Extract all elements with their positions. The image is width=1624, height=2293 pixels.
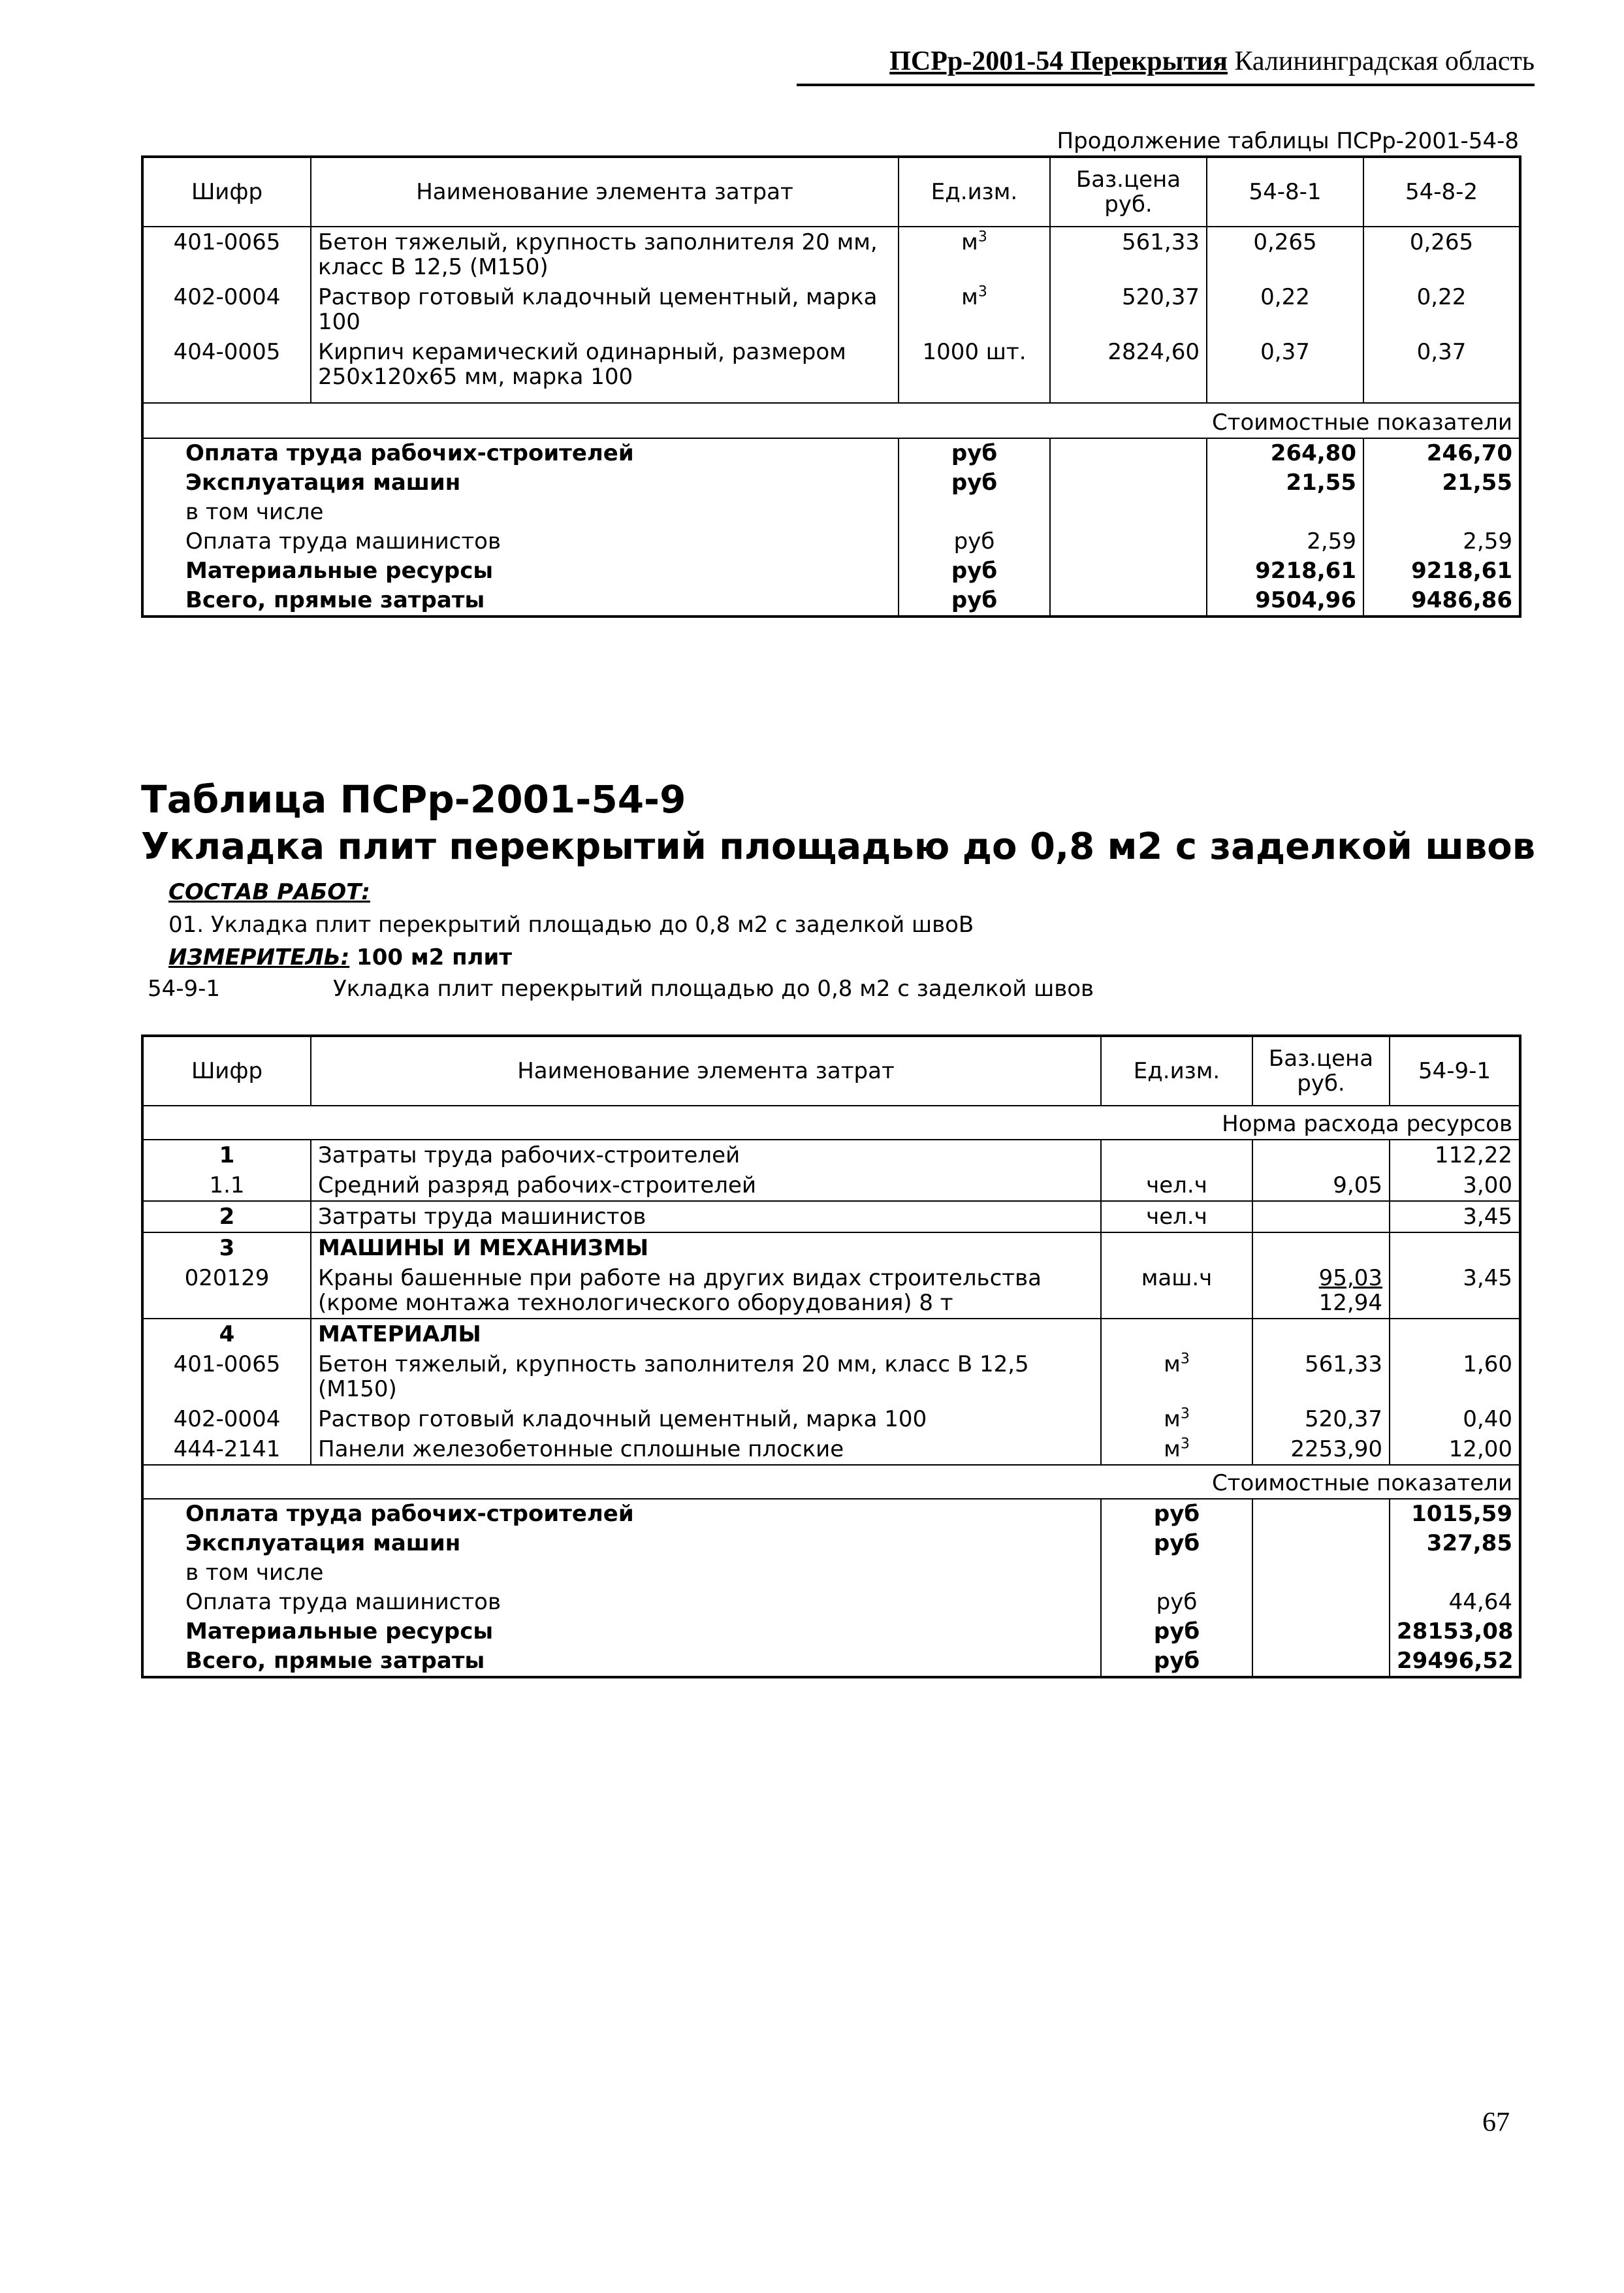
table1-header-price: Баз.цена руб. [1050, 157, 1207, 227]
composition-label: СОСТАВ РАБОТ: [168, 879, 370, 905]
measure-line [168, 944, 512, 970]
header-region: Калининградская область [1234, 46, 1535, 76]
row-value-1: 0,37 [1207, 337, 1363, 403]
row-unit [1101, 1319, 1252, 1349]
row-unit [899, 282, 1050, 337]
row-name: МАТЕРИАЛЫ [311, 1319, 1101, 1349]
cost-price [1252, 1617, 1390, 1646]
cost-price [1252, 1529, 1390, 1558]
cost-name: Эксплуатация машин [185, 470, 461, 496]
row-code: 1.1 [142, 1170, 311, 1201]
cost-price [1252, 1646, 1390, 1677]
row-value-2: 0,22 [1363, 282, 1520, 337]
table2-row [142, 1434, 1520, 1465]
code-line-code: 54-9-1 [148, 976, 221, 1002]
row-name: Бетон тяжелый, крупность заполнителя 20 мм, класс В 12,5 (М150) [311, 1349, 1101, 1404]
row-unit-text: м [961, 229, 978, 255]
row-price: 561,33 [1050, 227, 1207, 282]
row-name: Бетон тяжелый, крупность заполнителя 20 мм, класс В 12,5 (М150) [311, 227, 899, 282]
cost-price [1252, 1588, 1390, 1617]
table1-cost-row [142, 438, 1520, 468]
row-unit [1101, 1434, 1252, 1465]
cost-unit: руб [899, 468, 1050, 498]
cost-name: Материальные ресурсы [185, 558, 494, 584]
cost-price [1252, 1499, 1390, 1529]
row-price: 561,33 [1252, 1349, 1390, 1404]
row-name: Краны башенные при работе на других видах строительства (кроме монтажа технологического оборудования) 8 т [311, 1263, 1101, 1319]
row-code: 3 [142, 1232, 311, 1263]
cost-name: Эксплуатация машин [185, 1530, 461, 1556]
cost-price [1050, 527, 1207, 556]
row-name: Затраты труда рабочих-строителей [311, 1140, 1101, 1170]
cost-name: Всего, прямые затраты [185, 587, 485, 613]
cost-unit: руб [1101, 1617, 1252, 1646]
cost-unit: руб [899, 556, 1050, 586]
table1-cost-row [142, 556, 1520, 586]
cost-name-cell [142, 498, 899, 527]
cost-unit [899, 498, 1050, 527]
cost-name: Оплата труда рабочих-строителей [185, 440, 634, 466]
table2-cost-row [142, 1499, 1520, 1529]
cost-value-1: 264,80 [1207, 438, 1363, 468]
row-name: Панели железобетонные сплошные плоские [311, 1434, 1101, 1465]
table1-header-name: Наименование элемента затрат [311, 157, 899, 227]
row-code: 404-0005 [142, 337, 311, 403]
cost-value-2: 21,55 [1363, 468, 1520, 498]
table2-cost-row [142, 1529, 1520, 1558]
cost-value-2: 2,59 [1363, 527, 1520, 556]
row-value: 3,45 [1390, 1201, 1520, 1232]
table1-cost-row [142, 527, 1520, 556]
table1-cost-row [142, 498, 1520, 527]
cost-name-cell [142, 1588, 1101, 1617]
cost-unit: руб [1101, 1529, 1252, 1558]
cost-name: Оплата труда рабочих-строителей [185, 1501, 634, 1527]
running-header [797, 46, 1535, 77]
header-doc-title: ПСРр-2001-54 Перекрытия [889, 46, 1228, 76]
row-code: 401-0065 [142, 227, 311, 282]
row-value: 12,00 [1390, 1434, 1520, 1465]
row-name: МАШИНЫ И МЕХАНИЗМЫ [311, 1232, 1101, 1263]
cost-name-cell [142, 1558, 1101, 1588]
table2-cost-row [142, 1588, 1520, 1617]
cost-name-cell [142, 438, 899, 468]
table2-row [142, 1263, 1520, 1319]
cost-value [1390, 1558, 1520, 1588]
row-name: Раствор готовый кладочный цементный, марка 100 [311, 1404, 1101, 1434]
cost-value-1 [1207, 498, 1363, 527]
row-value-1: 0,265 [1207, 227, 1363, 282]
row-unit-text: чел.ч [1146, 1204, 1207, 1230]
table1-header-row [142, 157, 1520, 227]
table1-cost-row [142, 586, 1520, 617]
cost-price [1050, 586, 1207, 617]
table2-header-col1: 54-9-1 [1390, 1036, 1520, 1106]
cost-name: Материальные ресурсы [185, 1618, 494, 1644]
row-unit-sup: 3 [1180, 1351, 1190, 1368]
row-price [1252, 1140, 1390, 1170]
cost-value-1: 9504,96 [1207, 586, 1363, 617]
cost-value: 29496,52 [1390, 1646, 1520, 1677]
table1-section-label: Стоимостные показатели [142, 403, 1520, 438]
row-unit [1101, 1170, 1252, 1201]
cost-value-1: 9218,61 [1207, 556, 1363, 586]
row-price: 9,05 [1252, 1170, 1390, 1201]
row-unit-text: м [1164, 1436, 1181, 1462]
row-price: 2253,90 [1252, 1434, 1390, 1465]
row-price [1252, 1319, 1390, 1349]
row-value-2: 0,37 [1363, 337, 1520, 403]
page-number: 67 [1482, 2108, 1510, 2138]
row-unit-text: маш.ч [1141, 1265, 1213, 1291]
cost-name: в том числе [185, 499, 324, 525]
row-code: 444-2141 [142, 1434, 311, 1465]
table1-header-code: Шифр [142, 157, 311, 227]
cost-price [1050, 498, 1207, 527]
table2-row [142, 1404, 1520, 1434]
row-value: 112,22 [1390, 1140, 1520, 1170]
row-unit-text: 1000 шт. [922, 339, 1027, 365]
table1-row [142, 337, 1520, 403]
table2-norms-row [142, 1106, 1520, 1140]
cost-value-2 [1363, 498, 1520, 527]
cost-name: Всего, прямые затраты [185, 1648, 485, 1674]
cost-value-1: 21,55 [1207, 468, 1363, 498]
cost-name: Оплата труда машинистов [185, 1589, 502, 1615]
row-name: Кирпич керамический одинарный, размером 250x120x65 мм, марка 100 [311, 337, 899, 403]
cost-name-cell [142, 527, 899, 556]
cost-value-2: 9218,61 [1363, 556, 1520, 586]
row-code: 020129 [142, 1263, 311, 1319]
table2-row [142, 1170, 1520, 1201]
cost-unit: руб [899, 527, 1050, 556]
table1-header-col2: 54-8-2 [1363, 157, 1520, 227]
row-code: 2 [142, 1201, 311, 1232]
cost-unit: руб [1101, 1646, 1252, 1677]
header-rule [797, 84, 1535, 86]
table2-row [142, 1201, 1520, 1232]
row-value [1390, 1232, 1520, 1263]
row-code: 4 [142, 1319, 311, 1349]
cost-price [1050, 556, 1207, 586]
table2-row [142, 1319, 1520, 1349]
table1-cost-row [142, 468, 1520, 498]
row-unit-text: м [1164, 1351, 1181, 1377]
cost-value: 1015,59 [1390, 1499, 1520, 1529]
table2-subtitle: Укладка плит перекрытий площадью до 0,8 м2 с заделкой швов [141, 826, 1536, 868]
table2-costs-row [142, 1465, 1520, 1499]
table1-row [142, 227, 1520, 282]
row-unit [1101, 1404, 1252, 1434]
table1-section-row [142, 403, 1520, 438]
row-code: 401-0065 [142, 1349, 311, 1404]
table2-header-name: Наименование элемента затрат [311, 1036, 1101, 1106]
row-unit-sup: 3 [978, 229, 987, 246]
cost-name: Оплата труда машинистов [185, 528, 502, 554]
row-unit-text: м [1164, 1406, 1181, 1432]
row-unit [1101, 1201, 1252, 1232]
table2-header-row [142, 1036, 1520, 1106]
row-price-top: 95,03 [1318, 1265, 1382, 1291]
row-price [1252, 1263, 1390, 1319]
cost-name-cell [142, 1617, 1101, 1646]
cost-name-cell [142, 468, 899, 498]
row-value [1390, 1319, 1520, 1349]
row-price: 2824,60 [1050, 337, 1207, 403]
cost-price [1252, 1558, 1390, 1588]
cost-price [1050, 438, 1207, 468]
row-price [1252, 1201, 1390, 1232]
row-value-2: 0,265 [1363, 227, 1520, 282]
table1-row [142, 282, 1520, 337]
cost-value-2: 246,70 [1363, 438, 1520, 468]
measure-value: 100 м2 плит [357, 944, 513, 970]
row-value: 3,45 [1390, 1263, 1520, 1319]
row-value-1: 0,22 [1207, 282, 1363, 337]
row-price-bottom: 12,94 [1318, 1290, 1382, 1316]
table2 [141, 1034, 1521, 1678]
cost-name-cell [142, 1646, 1101, 1677]
row-price: 520,37 [1050, 282, 1207, 337]
cost-unit [1101, 1558, 1252, 1588]
cost-value: 327,85 [1390, 1529, 1520, 1558]
row-unit [1101, 1349, 1252, 1404]
table2-header-code: Шифр [142, 1036, 311, 1106]
row-price [1252, 1232, 1390, 1263]
row-code: 1 [142, 1140, 311, 1170]
cost-value: 44,64 [1390, 1588, 1520, 1617]
table1 [141, 155, 1521, 618]
table2-cost-row [142, 1617, 1520, 1646]
cost-price [1050, 468, 1207, 498]
table1-caption: Продолжение таблицы ПСРр-2001-54-8 [1057, 128, 1519, 154]
row-unit-text: чел.ч [1146, 1172, 1207, 1198]
row-unit [1101, 1263, 1252, 1319]
table2-cost-row [142, 1646, 1520, 1677]
cost-name-cell [142, 556, 899, 586]
cost-unit: руб [899, 438, 1050, 468]
cost-value-1: 2,59 [1207, 527, 1363, 556]
row-unit [899, 227, 1050, 282]
row-unit-text: м [961, 284, 978, 310]
work-item: 01. Укладка плит перекрытий площадью до 0,8 м2 с заделкой швоВ [168, 912, 974, 938]
cost-unit: руб [899, 586, 1050, 617]
row-unit [899, 337, 1050, 403]
cost-name-cell [142, 586, 899, 617]
row-value: 3,00 [1390, 1170, 1520, 1201]
row-value: 1,60 [1390, 1349, 1520, 1404]
table2-norms-label: Норма расхода ресурсов [142, 1106, 1520, 1140]
table2-header-price: Баз.цена руб. [1252, 1036, 1390, 1106]
row-unit-sup: 3 [978, 283, 987, 300]
row-code: 402-0004 [142, 282, 311, 337]
table2-header-unit: Ед.изм. [1101, 1036, 1252, 1106]
code-line-name: Укладка плит перекрытий площадью до 0,8 м2 с заделкой швов [333, 976, 1094, 1002]
cost-unit: руб [1101, 1588, 1252, 1617]
cost-value-2: 9486,86 [1363, 586, 1520, 617]
row-value: 0,40 [1390, 1404, 1520, 1434]
row-unit-sup: 3 [1180, 1435, 1190, 1452]
cost-value: 28153,08 [1390, 1617, 1520, 1646]
row-unit [1101, 1140, 1252, 1170]
table2-row [142, 1140, 1520, 1170]
table1-header-col1: 54-8-1 [1207, 157, 1363, 227]
row-price: 520,37 [1252, 1404, 1390, 1434]
cost-name: в том числе [185, 1560, 324, 1586]
row-name: Затраты труда машинистов [311, 1201, 1101, 1232]
row-unit [1101, 1232, 1252, 1263]
table2-row [142, 1349, 1520, 1404]
table2-title: Таблица ПСРр-2001-54-9 [141, 777, 686, 822]
row-name: Средний разряд рабочих-строителей [311, 1170, 1101, 1201]
measure-label: ИЗМЕРИТЕЛЬ: [168, 944, 350, 970]
row-name: Раствор готовый кладочный цементный, марка 100 [311, 282, 899, 337]
cost-name-cell [142, 1499, 1101, 1529]
cost-name-cell [142, 1529, 1101, 1558]
table2-row [142, 1232, 1520, 1263]
row-unit-sup: 3 [1180, 1405, 1190, 1422]
row-code: 402-0004 [142, 1404, 311, 1434]
cost-unit: руб [1101, 1499, 1252, 1529]
table2-cost-row [142, 1558, 1520, 1588]
code-line [148, 976, 1094, 1002]
table1-header-unit: Ед.изм. [899, 157, 1050, 227]
table2-costs-label: Стоимостные показатели [142, 1465, 1520, 1499]
